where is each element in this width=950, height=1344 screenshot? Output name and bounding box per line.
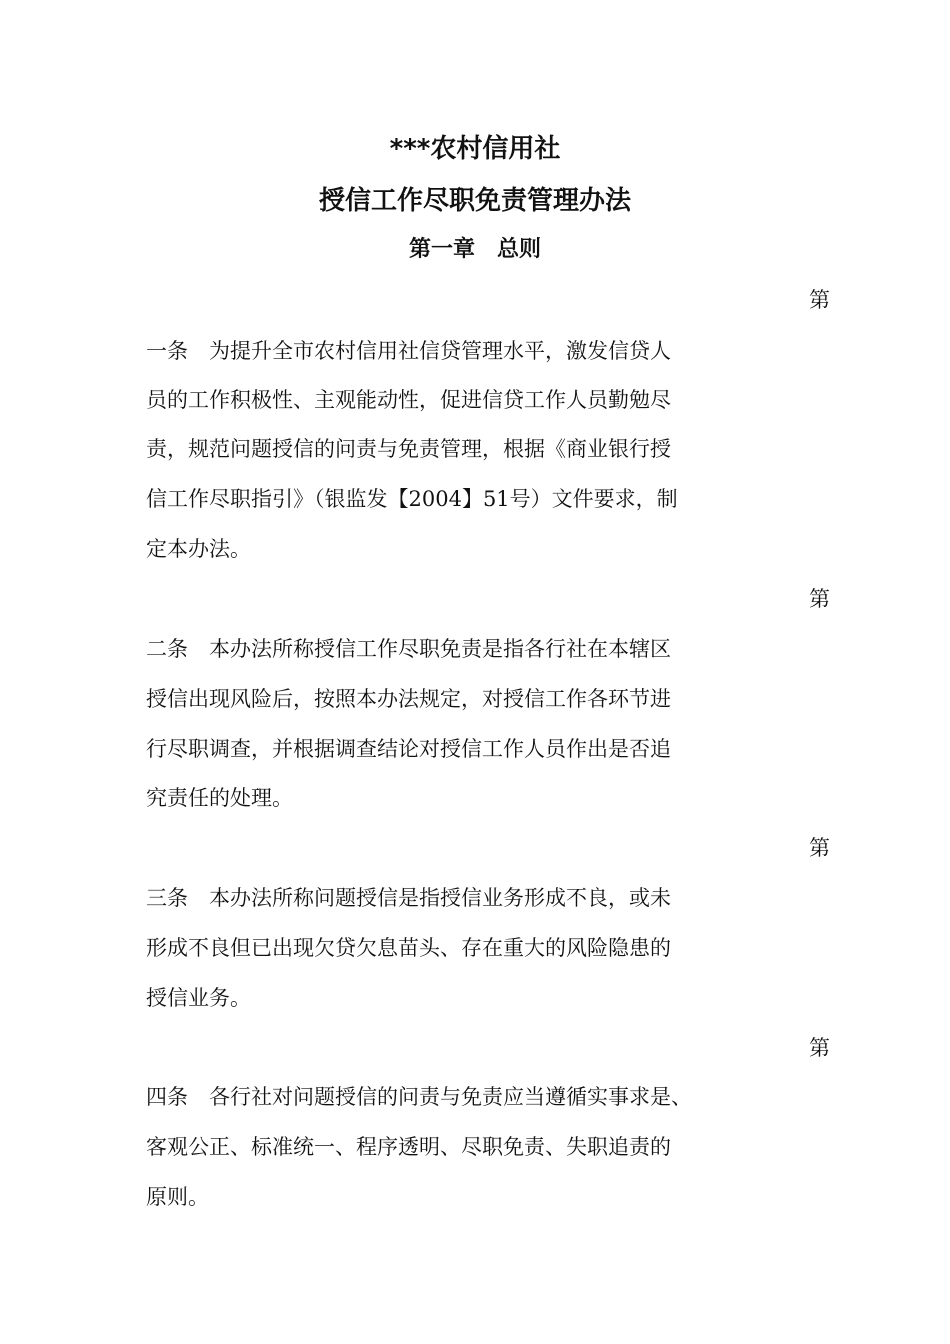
article-line: 形成不良但已出现欠贷欠息苗头、存在重大的风险隐患的	[146, 936, 671, 960]
chapter-heading: 第一章 总则	[408, 237, 541, 262]
article-line: 一条 为提升全市农村信用社信贷管理水平，激发信贷人	[146, 339, 671, 363]
article-line: 授信出现风险后，按照本办法规定，对授信工作各环节进	[146, 687, 671, 711]
article-marker: 第	[809, 836, 830, 860]
article-marker: 第	[809, 587, 830, 611]
article-marker: 第	[809, 1036, 830, 1060]
document-subtitle: 授信工作尽职免责管理办法	[318, 186, 631, 216]
article-line: 究责任的处理。	[146, 786, 293, 810]
article-line: 二条 本办法所称授信工作尽职免责是指各行社在本辖区	[146, 637, 671, 661]
article-line: 责，规范问题授信的问责与免责管理，根据《商业银行授	[146, 437, 671, 461]
article-line: 授信业务。	[146, 986, 251, 1010]
article-line: 信工作尽职指引》（银监发【2004】51号）文件要求，制	[146, 487, 678, 511]
article-marker: 第	[809, 288, 830, 312]
article-line: 行尽职调查，并根据调查结论对授信工作人员作出是否追	[146, 737, 671, 761]
article-line: 定本办法。	[146, 537, 251, 561]
article-line: 原则。	[146, 1185, 209, 1209]
article-line: 员的工作积极性、主观能动性，促进信贷工作人员勤勉尽	[146, 388, 671, 412]
document-title: ***农村信用社	[389, 134, 561, 164]
article-line: 四条 各行社对问题授信的问责与免责应当遵循实事求是、	[146, 1085, 692, 1109]
article-line: 客观公正、标准统一、程序透明、尽职免责、失职追责的	[146, 1135, 671, 1159]
article-line: 三条 本办法所称问题授信是指授信业务形成不良，或未	[146, 886, 671, 910]
